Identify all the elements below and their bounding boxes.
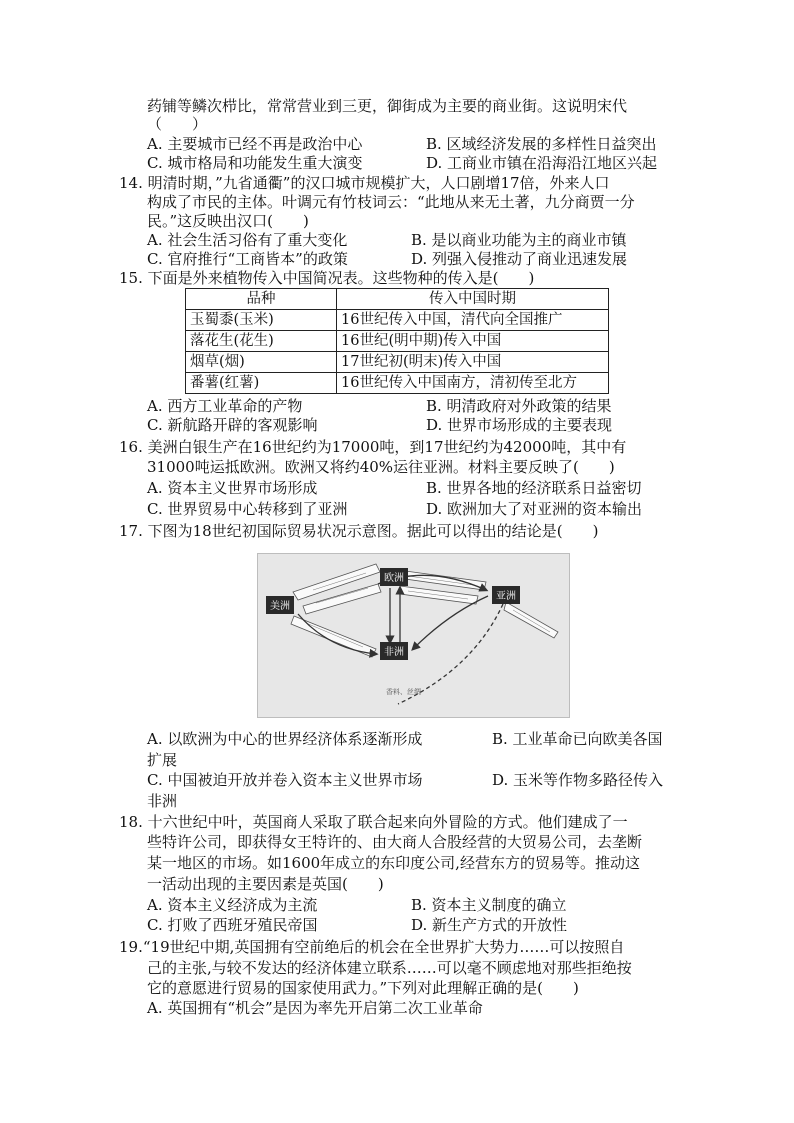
q17-option-c: C. 中国被迫开放并卷入资本主义世界市场: [147, 771, 423, 789]
table-row: [186, 331, 609, 352]
table-cell-variety: 落花生(花生): [186, 331, 337, 352]
region-label-africa: 非洲: [384, 647, 404, 658]
q18-stem-line3: 某一地区的市场。如1600年成立的东印度公司,经营东方的贸易等。推动这: [147, 854, 640, 872]
q17-option-b-cont: 扩展: [147, 751, 178, 769]
q15-stem: 15. 下面是外来植物传入中国简况表。这些物种的传入是( ): [119, 269, 535, 287]
q16-option-a: A. 资本主义世界市场形成: [147, 479, 318, 497]
spice-silk-label: 香料、丝绸: [386, 688, 421, 696]
q19-stem-line2: 己的主张,与较不发达的经济体建立联系……可以毫不顾虑地对那些拒绝按: [147, 959, 632, 977]
q17-option-d-cont: 非洲: [147, 792, 178, 810]
table-cell-variety: 烟草(烟): [186, 352, 337, 373]
region-label-america: 美洲: [270, 601, 290, 612]
q18-stem-line1: 18. 十六世纪中叶，英国商人采取了联合起来向外冒险的方式。他们建成了一: [119, 813, 628, 831]
q17-option-a: A. 以欧洲为中心的世界经济体系逐渐形成: [147, 730, 423, 748]
table-header-period: 传入中国时期: [337, 289, 609, 310]
q16-option-c: C. 世界贸易中心转移到了亚洲: [147, 500, 348, 518]
q17-option-b: B. 工业革命已向欧美各国: [492, 730, 663, 748]
q14-stem-line1: 14. 明清时期，”九省通衢”的汉口城市规模扩大，人口剧增17倍，外来人口: [119, 174, 610, 192]
q16-option-d: D. 欧洲加大了对亚洲的资本输出: [426, 500, 643, 518]
q18-stem-line2: 些特许公司，即获得女王特许的、由大商人合股经营的大贸易公司，去垄断: [147, 833, 643, 851]
q14-stem-line3: 民。”这反映出汉口( ): [147, 212, 309, 230]
table-cell-period: 16世纪传入中国，清代向全国推广: [337, 310, 609, 331]
q16-option-b: B. 世界各地的经济联系日益密切: [426, 479, 642, 497]
q18-option-c: C. 打败了西班牙殖民帝国: [147, 916, 318, 934]
q16-stem-line1: 16. 美洲白银生产在16世纪约为17000吨，到17世纪约为42000吨，其中有: [119, 438, 627, 456]
q16-stem-line2: 31000吨运抵欧洲。欧洲又将约40%运往亚洲。材料主要反映了( ): [147, 458, 615, 476]
table-cell-period: 16世纪(明中期)传入中国: [337, 331, 609, 352]
q13-option-c: C. 城市格局和功能发生重大演变: [147, 154, 363, 172]
q18-stem-line4: 一活动出现的主要因素是英国( ): [147, 875, 384, 893]
q19-option-a: A. 英国拥有“机会”是因为率先开启第二次工业革命: [147, 999, 483, 1017]
q18-option-b: B. 资本主义制度的确立: [411, 896, 567, 914]
region-label-europe: 欧洲: [384, 573, 404, 584]
q17-stem: 17. 下图为18世纪初国际贸易状况示意图。据此可以得出的结论是( ): [119, 522, 599, 540]
table-row: [186, 373, 609, 394]
q15-option-d: D. 世界市场形成的主要表现: [426, 416, 613, 434]
region-label-asia: 亚洲: [496, 591, 516, 602]
q14-option-b: B. 是以商业功能为主的商业市镇: [411, 231, 627, 249]
q13-stem-line1: 药铺等鳞次栉比，常常营业到三更，御街成为主要的商业街。这说明宋代: [147, 97, 628, 115]
q15-option-c: C. 新航路开辟的客观影响: [147, 416, 318, 434]
q14-option-c: C. 官府推行“工商皆本”的政策: [147, 250, 348, 268]
q14-option-d: D. 列强入侵推动了商业迅速发展: [411, 250, 628, 268]
table-cell-period: 16世纪传入中国南方，清初传至北方: [337, 373, 609, 394]
plants-table: [185, 288, 609, 394]
q19-stem-line1: 19.“19世纪中期,英国拥有空前绝后的机会在全世界扩大势力……可以按照自: [119, 938, 625, 956]
trade-diagram: [257, 553, 570, 718]
table-cell-period: 17世纪初(明末)传入中国: [337, 352, 609, 373]
table-header-row: [186, 289, 609, 310]
table-row: [186, 310, 609, 331]
q17-option-d: D. 玉米等作物多路径传入: [492, 771, 664, 789]
table-cell-variety: 玉蜀黍(玉米): [186, 310, 337, 331]
q15-option-a: A. 西方工业革命的产物: [147, 397, 303, 415]
q13-stem-line2: （ ）: [147, 115, 208, 133]
q13-option-d: D. 工商业市镇在沿海沿江地区兴起: [426, 154, 658, 172]
q15-option-b: B. 明清政府对外政策的结果: [426, 397, 612, 415]
q19-stem-line3: 它的意愿进行贸易的国家使用武力。”下列对此理解正确的是( ): [147, 979, 579, 997]
q18-option-a: A. 资本主义经济成为主流: [147, 896, 318, 914]
q13-option-a: A. 主要城市已经不再是政治中心: [147, 135, 363, 153]
q14-option-a: A. 社会生活习俗有了重大变化: [147, 231, 348, 249]
q18-option-d: D. 新生产方式的开放性: [411, 916, 568, 934]
q13-option-b: B. 区域经济发展的多样性日益突出: [426, 135, 657, 153]
table-cell-variety: 番薯(红薯): [186, 373, 337, 394]
table-header-variety: 品种: [186, 289, 337, 310]
q14-stem-line2: 构成了市民的主体。叶调元有竹枝词云：“此地从来无土著，九分商贾一分: [147, 193, 635, 211]
table-row: [186, 352, 609, 373]
